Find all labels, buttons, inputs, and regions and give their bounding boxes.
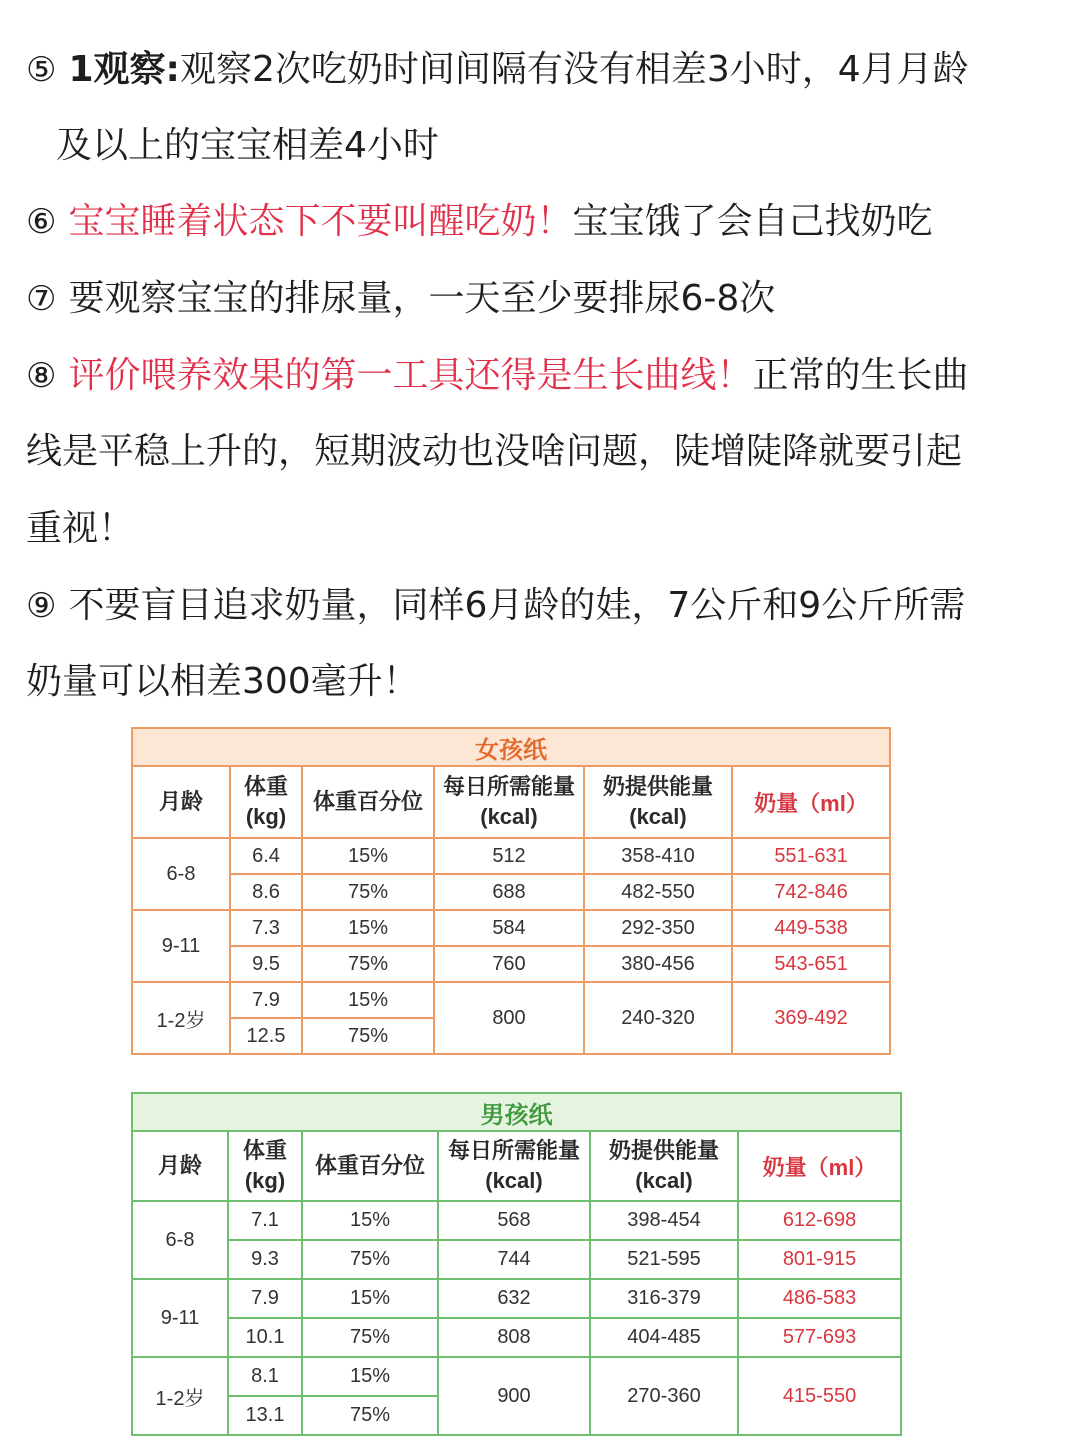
circled-number-8: ⑧ bbox=[26, 356, 57, 396]
age-cell: 9-11 bbox=[132, 1279, 228, 1357]
circled-number-5: ⑤ bbox=[26, 50, 57, 90]
percentile-cell: 15% bbox=[302, 982, 434, 1018]
header-milk-volume: 奶量（ml） bbox=[738, 1131, 901, 1201]
header-daily-energy: 每日所需能量 (kcal) bbox=[434, 766, 584, 838]
point-6-line bbox=[26, 202, 933, 242]
boy-milk-table bbox=[131, 1092, 902, 1436]
age-cell: 9-11 bbox=[132, 910, 230, 982]
weight-cell: 9.3 bbox=[228, 1240, 302, 1279]
boy-table-title: 男孩纸 bbox=[132, 1093, 901, 1131]
milk-energy-cell: 398-454 bbox=[590, 1201, 738, 1240]
weight-cell: 7.1 bbox=[228, 1201, 302, 1240]
milk-energy-cell: 358-410 bbox=[584, 838, 732, 874]
milk-energy-cell: 404-485 bbox=[590, 1318, 738, 1357]
daily-energy-cell: 808 bbox=[438, 1318, 590, 1357]
header-weight: 体重 (kg) bbox=[228, 1131, 302, 1201]
point-5-line-2 bbox=[56, 126, 439, 166]
percentile-cell: 75% bbox=[302, 1318, 438, 1357]
point-7-line bbox=[26, 279, 775, 319]
header-percentile: 体重百分位 bbox=[302, 766, 434, 838]
point-9-line-1 bbox=[26, 586, 965, 626]
weight-cell: 9.5 bbox=[230, 946, 302, 982]
percentile-cell: 15% bbox=[302, 838, 434, 874]
daily-energy-cell: 632 bbox=[438, 1279, 590, 1318]
percentile-cell: 15% bbox=[302, 910, 434, 946]
point-8-line-2 bbox=[26, 432, 962, 472]
point-8-highlight: 评价喂养效果的第一工具还得是生长曲线！ bbox=[68, 355, 753, 396]
age-cell: 6-8 bbox=[132, 1201, 228, 1279]
weight-cell: 8.1 bbox=[228, 1357, 302, 1396]
daily-energy-cell: 584 bbox=[434, 910, 584, 946]
table-row bbox=[132, 1318, 901, 1357]
point-5-text-2: 及以上的宝宝相差4小时 bbox=[56, 125, 439, 166]
girl-table-title: 女孩纸 bbox=[132, 728, 890, 766]
weight-cell: 7.9 bbox=[230, 982, 302, 1018]
point-8-line-3 bbox=[26, 509, 134, 549]
weight-cell: 10.1 bbox=[228, 1318, 302, 1357]
weight-cell: 7.3 bbox=[230, 910, 302, 946]
header-age: 月龄 bbox=[132, 1131, 228, 1201]
circled-number-9: ⑨ bbox=[26, 586, 57, 626]
table-row bbox=[132, 1201, 901, 1240]
point-9-text-1: 不要盲目追求奶量，同样6月龄的娃，7公斤和9公斤所需 bbox=[68, 585, 966, 626]
header-milk-energy: 奶提供能量 (kcal) bbox=[584, 766, 732, 838]
milk-energy-cell: 270-360 bbox=[590, 1357, 738, 1435]
header-milk-energy: 奶提供能量 (kcal) bbox=[590, 1131, 738, 1201]
table-row bbox=[132, 1357, 901, 1396]
milk-energy-cell: 292-350 bbox=[584, 910, 732, 946]
milk-energy-cell: 521-595 bbox=[590, 1240, 738, 1279]
point-6-highlight: 宝宝睡着状态下不要叫醒吃奶！ bbox=[68, 201, 573, 242]
weight-cell: 6.4 bbox=[230, 838, 302, 874]
daily-energy-cell: 568 bbox=[438, 1201, 590, 1240]
point-8-line-1 bbox=[26, 356, 969, 396]
point-5-text-1: 观察2次吃奶时间间隔有没有相差3小时，4月月龄 bbox=[179, 49, 969, 90]
table-row bbox=[132, 874, 890, 910]
milk-volume-cell: 612-698 bbox=[738, 1201, 901, 1240]
milk-volume-cell: 415-550 bbox=[738, 1357, 901, 1435]
table-row bbox=[132, 1279, 901, 1318]
table-row bbox=[132, 946, 890, 982]
daily-energy-cell: 900 bbox=[438, 1357, 590, 1435]
percentile-cell: 15% bbox=[302, 1279, 438, 1318]
age-cell: 1-2岁 bbox=[132, 982, 230, 1054]
daily-energy-cell: 760 bbox=[434, 946, 584, 982]
header-daily-energy: 每日所需能量 (kcal) bbox=[438, 1131, 590, 1201]
age-cell: 1-2岁 bbox=[132, 1357, 228, 1435]
percentile-cell: 75% bbox=[302, 874, 434, 910]
daily-energy-cell: 688 bbox=[434, 874, 584, 910]
header-weight: 体重 (kg) bbox=[230, 766, 302, 838]
header-percentile: 体重百分位 bbox=[302, 1131, 438, 1201]
percentile-cell: 75% bbox=[302, 1240, 438, 1279]
percentile-cell: 75% bbox=[302, 1018, 434, 1054]
milk-energy-cell: 240-320 bbox=[584, 982, 732, 1054]
circled-number-6: ⑥ bbox=[26, 202, 57, 242]
milk-volume-cell: 577-693 bbox=[738, 1318, 901, 1357]
percentile-cell: 75% bbox=[302, 946, 434, 982]
point-8-text-1: 正常的生长曲 bbox=[752, 355, 969, 396]
circled-number-7: ⑦ bbox=[26, 279, 57, 319]
point-6-text: 宝宝饿了会自己找奶吃 bbox=[572, 201, 933, 242]
milk-volume-cell: 486-583 bbox=[738, 1279, 901, 1318]
point-9-text-2: 奶量可以相差300毫升！ bbox=[26, 661, 419, 702]
daily-energy-cell: 512 bbox=[434, 838, 584, 874]
percentile-cell: 75% bbox=[302, 1396, 438, 1435]
milk-volume-cell: 543-651 bbox=[732, 946, 890, 982]
milk-energy-cell: 316-379 bbox=[590, 1279, 738, 1318]
weight-cell: 7.9 bbox=[228, 1279, 302, 1318]
milk-energy-cell: 380-456 bbox=[584, 946, 732, 982]
milk-volume-cell: 742-846 bbox=[732, 874, 890, 910]
table-row bbox=[132, 838, 890, 874]
milk-volume-cell: 801-915 bbox=[738, 1240, 901, 1279]
percentile-cell: 15% bbox=[302, 1357, 438, 1396]
header-milk-volume: 奶量（ml） bbox=[732, 766, 890, 838]
milk-volume-cell: 449-538 bbox=[732, 910, 890, 946]
age-cell: 6-8 bbox=[132, 838, 230, 910]
daily-energy-cell: 800 bbox=[434, 982, 584, 1054]
header-age: 月龄 bbox=[132, 766, 230, 838]
point-8-text-3: 重视！ bbox=[26, 508, 135, 549]
table-row bbox=[132, 910, 890, 946]
point-5-lead: 1观察: bbox=[68, 49, 180, 90]
point-7-text: 要观察宝宝的排尿量，一天至少要排尿6-8次 bbox=[68, 278, 776, 319]
daily-energy-cell: 744 bbox=[438, 1240, 590, 1279]
point-9-line-2 bbox=[26, 662, 419, 702]
milk-volume-cell: 369-492 bbox=[732, 982, 890, 1054]
girl-milk-table bbox=[131, 727, 891, 1055]
percentile-cell: 15% bbox=[302, 1201, 438, 1240]
weight-cell: 8.6 bbox=[230, 874, 302, 910]
table-row bbox=[132, 1240, 901, 1279]
milk-energy-cell: 482-550 bbox=[584, 874, 732, 910]
point-8-text-2: 线是平稳上升的，短期波动也没啥问题，陡增陡降就要引起 bbox=[26, 431, 963, 472]
milk-volume-cell: 551-631 bbox=[732, 838, 890, 874]
weight-cell: 12.5 bbox=[230, 1018, 302, 1054]
weight-cell: 13.1 bbox=[228, 1396, 302, 1435]
table-row bbox=[132, 982, 890, 1018]
point-5-line-1 bbox=[26, 50, 969, 90]
